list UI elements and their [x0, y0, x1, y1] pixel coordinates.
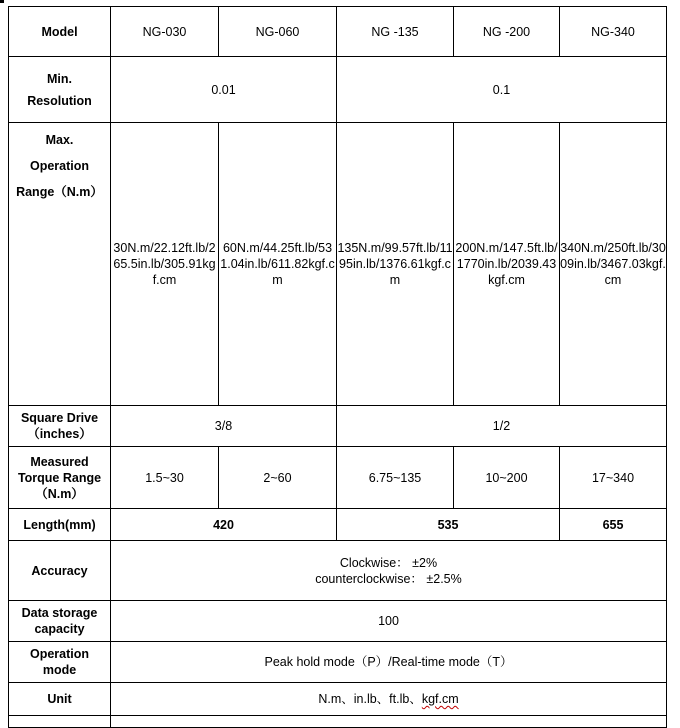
operation-range-label [9, 123, 111, 406]
accuracy-counterclockwise: counterclockwise： ±2.5% [315, 571, 462, 586]
operation-range-ng-030: 30N.m/22.12ft.lb/265.5in.lb/305.91kgf.cm [111, 123, 219, 406]
accuracy-row [9, 541, 667, 601]
measured-range-label [9, 447, 111, 509]
accuracy-clockwise: Clockwise： ±2% [339, 555, 438, 570]
unit-label: Unit [9, 683, 111, 716]
measured-range-label-line3: （N.m） [35, 486, 84, 501]
model-ng-200: NG -200 [454, 7, 560, 57]
square-drive-row [9, 406, 667, 447]
model-ng-060: NG-060 [219, 7, 337, 57]
storage-value: 100 [111, 601, 667, 642]
measured-range-ng-340: 17~340 [560, 447, 667, 509]
resolution-group1: 0.01 [111, 57, 337, 123]
length-group2: 535 [337, 509, 560, 541]
resolution-label [9, 57, 111, 123]
square-drive-group1: 3/8 [111, 406, 337, 447]
model-ng-340: NG-340 [560, 7, 667, 57]
resolution-row [9, 57, 667, 123]
length-label: Length(mm) [9, 509, 111, 541]
unit-value [111, 683, 667, 716]
square-drive-label-line2: （inches） [27, 427, 92, 441]
unit-value-kgf: kgf.cm [421, 692, 459, 706]
accuracy-value [111, 541, 667, 601]
operation-range-ng-135: 135N.m/99.57ft.lb/1195in.lb/1376.61kgf.cm [337, 123, 454, 406]
measured-range-label-line2: Torque Range [17, 470, 102, 485]
operation-mode-value: Peak hold mode（P）/Real-time mode（T） [111, 642, 667, 683]
header-row [9, 7, 667, 57]
measured-range-ng-135: 6.75~135 [337, 447, 454, 509]
storage-label [9, 601, 111, 642]
measured-range-label-line1: Measured [30, 454, 89, 469]
length-group3: 655 [560, 509, 667, 541]
operation-mode-label-line2: mode [42, 663, 77, 677]
operation-range-ng-340: 340N.m/250ft.lb/3009in.lb/3467.03kgf.cm [560, 123, 667, 406]
square-drive-label [9, 406, 111, 447]
measured-range-ng-030: 1.5~30 [111, 447, 219, 509]
operation-range-ng-060: 60N.m/44.25ft.lb/531.04in.lb/611.82kgf.cm [219, 123, 337, 406]
operation-range-label-line3: Range（N.m） [16, 185, 103, 199]
operation-mode-label-line1: Operation [29, 647, 90, 661]
page-edge-mark [0, 0, 4, 3]
square-drive-group2: 1/2 [337, 406, 667, 447]
cutoff-cell-label [9, 716, 111, 728]
operation-range-label-line2: Operation [29, 159, 90, 173]
operation-mode-label [9, 642, 111, 683]
cutoff-row [9, 716, 667, 728]
model-ng-135: NG -135 [337, 7, 454, 57]
unit-row [9, 683, 667, 716]
cutoff-cell-value [111, 716, 667, 728]
operation-range-row [9, 123, 667, 406]
model-label: Model [9, 7, 111, 57]
resolution-group2: 0.1 [337, 57, 667, 123]
model-ng-030: NG-030 [111, 7, 219, 57]
length-group1: 420 [111, 509, 337, 541]
measured-range-ng-200: 10~200 [454, 447, 560, 509]
length-row [9, 509, 667, 541]
operation-mode-row [9, 642, 667, 683]
operation-range-label-line1: Max. [45, 133, 74, 147]
operation-range-ng-200: 200N.m/147.5ft.lb/1770in.lb/2039.43kgf.cm [454, 123, 560, 406]
spec-table [8, 6, 667, 728]
square-drive-label-line1: Square Drive [20, 411, 99, 425]
unit-value-main: N.m、in.lb、ft.lb、 [318, 692, 422, 706]
accuracy-label: Accuracy [9, 541, 111, 601]
storage-row [9, 601, 667, 642]
resolution-label-line2: Resolution [27, 93, 92, 108]
storage-label-line1: Data storage [21, 606, 98, 620]
resolution-label-line1: Min. [47, 71, 72, 86]
measured-range-row [9, 447, 667, 509]
storage-label-line2: capacity [34, 622, 85, 636]
measured-range-ng-060: 2~60 [219, 447, 337, 509]
